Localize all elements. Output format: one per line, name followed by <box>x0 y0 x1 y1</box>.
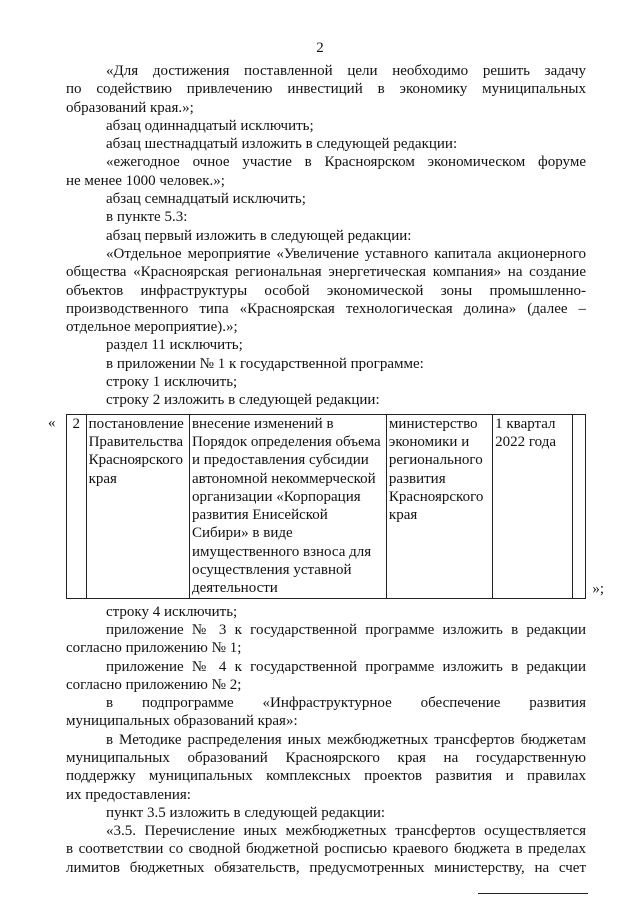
paragraph: муниципальных образований Красноярского края на государственную <box>66 749 586 766</box>
document-body <box>48 62 604 877</box>
paragraph: общества «Красноярская региональная энергетическая компания» на создание <box>66 264 586 281</box>
paragraph: строку 4 исключить; <box>106 603 238 620</box>
paragraph: строку 2 изложить в следующей редакции: <box>106 392 380 409</box>
paragraph: в соответствии со сводной бюджетной росписью краевого бюджета в пределах <box>66 841 586 858</box>
empty-cell <box>572 414 585 598</box>
paragraph: «Для достижения поставленной цели необходимо решить задачу <box>106 63 586 79</box>
document-type-cell: постановление Правительства Красноярского края <box>86 414 189 598</box>
paragraph: поддержку муниципальных комплексных проектов развития и правилах <box>66 768 586 785</box>
paragraph: раздел 11 исключить; <box>106 337 243 354</box>
open-quote: « <box>48 414 56 431</box>
paragraph: отдельное мероприятие).»; <box>66 319 238 336</box>
paragraph: абзац первый изложить в следующей редакции: <box>106 227 412 244</box>
amendment-table-wrapper <box>48 414 604 599</box>
paragraph: не менее 1000 человек.»; <box>66 172 225 189</box>
paragraph: строку 1 исключить; <box>106 374 238 391</box>
paragraph: образований края.»; <box>66 99 194 116</box>
paragraph: в Методике распределения иных межбюджетных трансфертов бюджетам <box>106 731 586 748</box>
paragraph: объектов инфраструктуры особой экономической зоны промышленно- <box>66 282 586 299</box>
paragraph: «Отдельное мероприятие «Увеличение уставного капитала акционерного <box>106 245 586 262</box>
table-row <box>67 414 586 598</box>
paragraph: муниципальных образований края»: <box>66 713 298 730</box>
paragraph: абзац семнадцатый исключить; <box>106 191 306 208</box>
amendment-table <box>66 414 586 599</box>
paragraph: лимитов бюджетных обязательств, предусмотренных министерству, на счет <box>66 859 586 876</box>
paragraph: согласно приложению № 2; <box>66 676 242 693</box>
paragraph: абзац одиннадцатый исключить; <box>106 117 314 134</box>
paragraph: «3.5. Перечисление иных межбюджетных трансфертов осуществляется <box>106 823 586 840</box>
page-number: 2 <box>316 40 324 56</box>
change-description-cell: внесение изменений в Порядок определения объема и предоставления субсидии автономной некоммерческой организации «Корпорация развития Енисейской Сибири» в виде имущественного взноса для осуществления уставной деятельности <box>189 414 386 598</box>
signature-line <box>478 893 588 894</box>
paragraph: по содействию привлечению инвестиций в экономику муниципальных <box>66 81 586 98</box>
row-number-cell: 2 <box>67 414 87 598</box>
paragraph: пункт 3.5 изложить в следующей редакции: <box>106 804 386 821</box>
paragraph: абзац шестнадцатый изложить в следующей редакции: <box>106 136 458 153</box>
paragraph: в подпрограмме «Инфраструктурное обеспечение развития <box>106 695 586 712</box>
paragraph: производственного типа «Красноярская технологическая долина» (далее – <box>66 300 586 317</box>
paragraph: приложение № 3 к государственной программе изложить в редакции <box>106 621 586 638</box>
close-quote: »; <box>592 581 604 598</box>
paragraph: в пункте 5.3: <box>106 209 188 226</box>
deadline-cell: 1 квартал 2022 года <box>493 414 572 598</box>
responsible-ministry-cell: министерство экономики и регионального развития Красноярского края <box>386 414 492 598</box>
paragraph: «ежегодное очное участие в Красноярском экономическом форуме <box>106 154 586 171</box>
paragraph: их предоставления: <box>66 786 191 803</box>
paragraph: согласно приложению № 1; <box>66 640 242 657</box>
paragraph: приложение № 4 к государственной программе изложить в редакции <box>106 658 586 675</box>
paragraph: в приложении № 1 к государственной программе: <box>106 355 424 372</box>
